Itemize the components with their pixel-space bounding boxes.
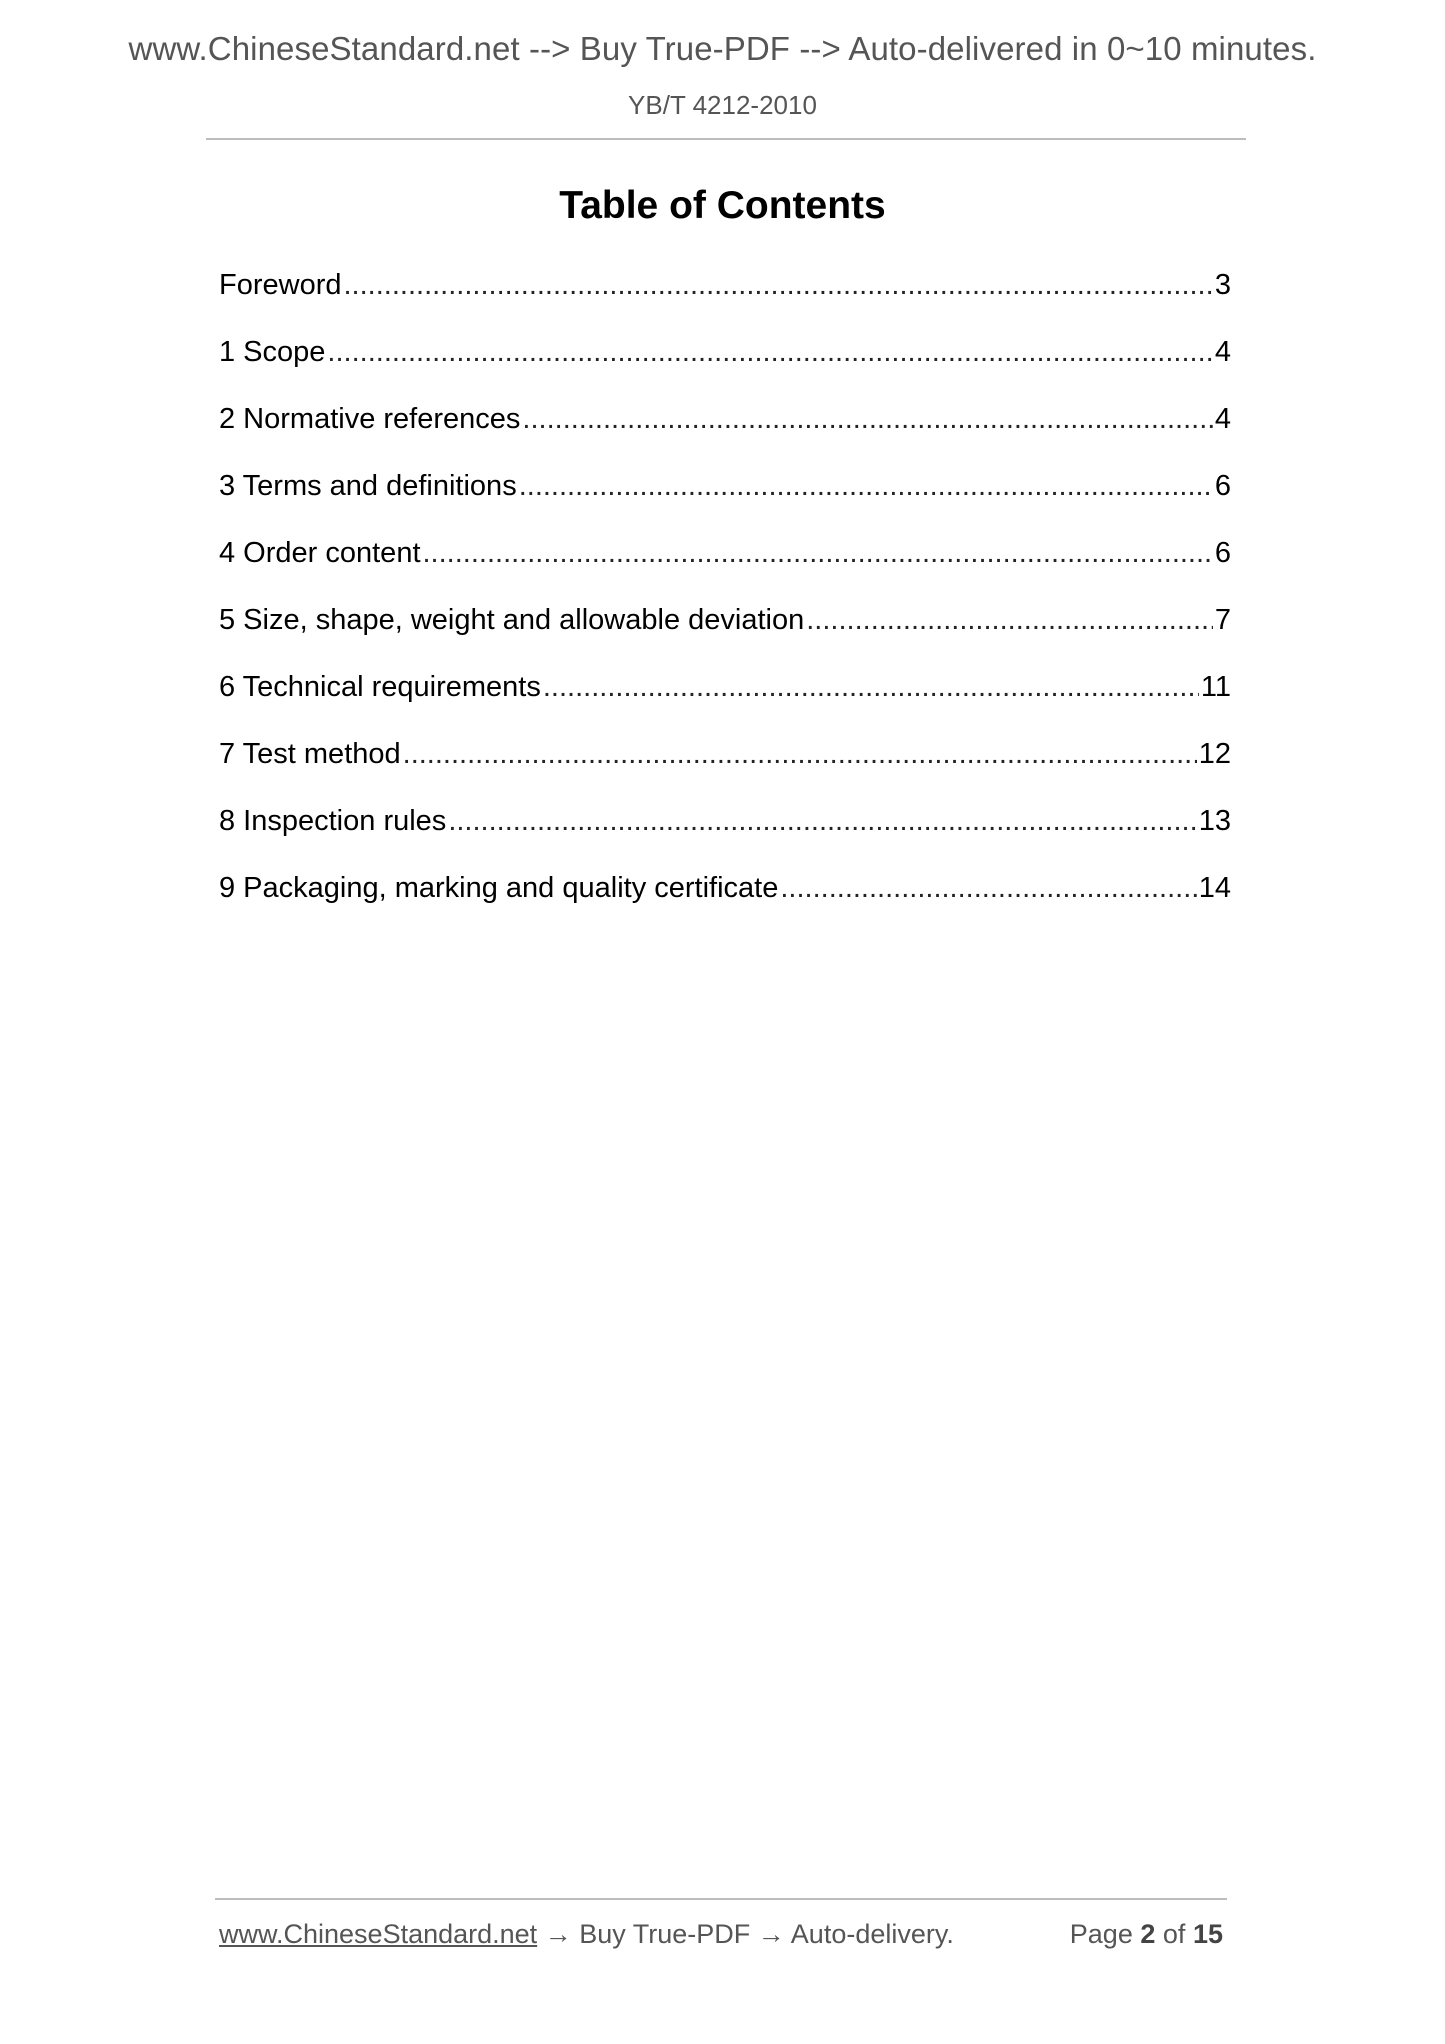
- toc-entry-terms-definitions[interactable]: [219, 463, 1231, 530]
- site-banner: www.ChineseStandard.net --> Buy True-PDF --> Auto-delivered in 0~10 minutes.: [128, 30, 1317, 67]
- footer-site-link[interactable]: www.ChineseStandard.net: [219, 1919, 538, 1949]
- header-divider: [206, 138, 1246, 140]
- footer-divider: [215, 1898, 1227, 1900]
- toc-entry-page: 13: [1198, 805, 1231, 837]
- footer-promo: [219, 1919, 954, 1950]
- of-word: of: [1162, 1919, 1186, 1949]
- toc-entry-page: 4: [1214, 403, 1231, 435]
- toc-entry-inspection-rules[interactable]: [219, 798, 1231, 865]
- toc-entry-label: Foreword: [219, 269, 342, 301]
- page-indicator: [1070, 1919, 1223, 1950]
- toc-title: Table of Contents: [559, 184, 886, 227]
- toc-dot-leader: [543, 664, 1199, 710]
- toc-entry-page: 12: [1198, 738, 1231, 770]
- toc-entry-page: 11: [1200, 671, 1231, 703]
- toc-entry-order-content[interactable]: [219, 530, 1231, 597]
- toc-entry-label: 8 Inspection rules: [219, 805, 447, 837]
- right-arrow-icon: →: [757, 1919, 785, 1949]
- toc-dot-leader: [522, 396, 1212, 442]
- toc-entry-label: 4 Order content: [219, 537, 421, 569]
- toc-entry-scope[interactable]: [219, 329, 1231, 396]
- toc-entry-page: 6: [1214, 537, 1231, 569]
- toc-entry-page: 4: [1214, 336, 1231, 368]
- toc-entry-label: 5 Size, shape, weight and allowable deviation: [219, 604, 805, 636]
- toc-entry-page: 3: [1214, 269, 1231, 301]
- toc-dot-leader: [403, 731, 1197, 777]
- current-page-number: 2: [1140, 1919, 1156, 1949]
- toc-entry-label: 1 Scope: [219, 336, 326, 368]
- toc-entry-test-method[interactable]: [219, 731, 1231, 798]
- toc-dot-leader: [327, 329, 1212, 375]
- standard-code: YB/T 4212-2010: [628, 90, 817, 120]
- toc-entry-label: 7 Test method: [219, 738, 401, 770]
- toc-entry-size-shape-weight[interactable]: [219, 597, 1231, 664]
- right-arrow-icon: →: [544, 1919, 572, 1949]
- toc-entry-technical-requirements[interactable]: [219, 664, 1231, 731]
- toc-entry-page: 14: [1198, 872, 1231, 904]
- toc-dot-leader: [448, 798, 1196, 844]
- toc-entry-normative-references[interactable]: [219, 396, 1231, 463]
- toc-dot-leader: [780, 865, 1196, 911]
- toc-entry-packaging-marking[interactable]: [219, 865, 1231, 932]
- toc-entry-label: 6 Technical requirements: [219, 671, 541, 703]
- toc-entry-label: 2 Normative references: [219, 403, 521, 435]
- toc-entry-label: 3 Terms and definitions: [219, 470, 517, 502]
- footer-delivery-text: Auto-delivery.: [790, 1919, 954, 1949]
- toc-entry-foreword[interactable]: [219, 262, 1231, 329]
- total-pages: 15: [1192, 1919, 1223, 1949]
- toc-dot-leader: [806, 597, 1213, 643]
- footer-buy-text: Buy True-PDF: [579, 1919, 751, 1949]
- toc-list: [219, 262, 1231, 932]
- toc-dot-leader: [423, 530, 1213, 576]
- toc-dot-leader: [519, 463, 1213, 509]
- toc-entry-page: 6: [1214, 470, 1231, 502]
- toc-entry-label: 9 Packaging, marking and quality certificate: [219, 872, 779, 904]
- page-word: Page: [1069, 1919, 1133, 1949]
- toc-entry-page: 7: [1214, 604, 1231, 636]
- toc-dot-leader: [344, 262, 1213, 308]
